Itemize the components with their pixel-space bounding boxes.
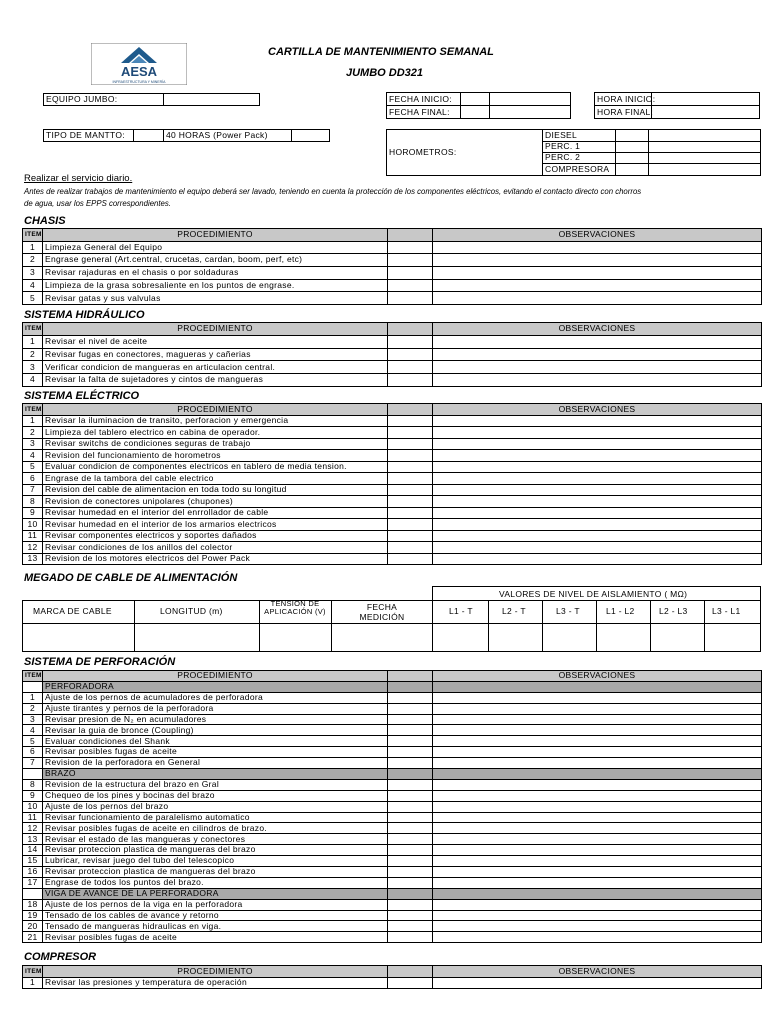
fecha-final-label: FECHA FINAL: <box>389 107 450 117</box>
table-row <box>23 542 762 554</box>
procedimiento-text: Revision de la estructura del brazo en Gral <box>43 779 388 790</box>
subsection-blank <box>23 888 43 899</box>
fecha-inicio-label: FECHA INICIO: <box>389 94 452 104</box>
megado-l2t: L2 - T <box>502 606 526 616</box>
procedimiento-text: Revision del funcionamiento de horometros <box>43 450 388 462</box>
procedimiento-text: Ajuste de los pernos de la viga en la perforadora <box>43 899 388 910</box>
blank-column-header <box>388 966 433 978</box>
check-cell[interactable] <box>388 801 433 812</box>
horometro-diesel: DIESEL <box>545 130 578 140</box>
observaciones-column-header: OBSERVACIONES <box>433 404 762 416</box>
intro-line3: de agua, usar los EPPS correspondientes. <box>24 199 171 208</box>
check-cell[interactable] <box>388 450 433 462</box>
megado-l3l1: L3 - L1 <box>712 606 741 616</box>
observaciones-cell[interactable] <box>433 254 762 267</box>
observaciones-cell[interactable] <box>433 921 762 932</box>
blank-column-header <box>388 229 433 242</box>
tipo-mantto-label: TIPO DE MANTTO: <box>46 130 125 140</box>
table-row <box>23 736 762 747</box>
observaciones-cell[interactable] <box>433 899 762 910</box>
procedimiento-text: Evaluar condiciones del Shank <box>43 736 388 747</box>
check-cell[interactable] <box>388 747 433 758</box>
megado-l3t: L3 - T <box>556 606 580 616</box>
table-row <box>23 921 762 932</box>
observaciones-cell[interactable] <box>433 361 762 374</box>
procedimiento-text: Ajuste tirantes y pernos de la perforadora <box>43 703 388 714</box>
check-cell[interactable] <box>388 867 433 878</box>
megado-l1l2: L1 - L2 <box>606 606 635 616</box>
procedimiento-text: Revisar la guia de bronce (Coupling) <box>43 725 388 736</box>
item-number: 7 <box>23 758 43 769</box>
observaciones-cell[interactable] <box>433 856 762 867</box>
check-cell[interactable] <box>388 530 433 542</box>
procedimiento-text: Evaluar condicion de componentes electricos en tablero de media tension. <box>43 461 388 473</box>
longitud-header: LONGITUD (m) <box>160 606 223 616</box>
subsection-fill <box>433 681 762 692</box>
table-row <box>23 496 762 508</box>
check-cell[interactable] <box>388 845 433 856</box>
observaciones-cell[interactable] <box>433 692 762 703</box>
table-row <box>23 747 762 758</box>
procedimiento-text: Revisar la falta de sujetadores y cintos de mangueras <box>43 374 388 387</box>
logo-graphic <box>91 43 187 85</box>
procedimiento-text: Revisar posibles fugas de aceite <box>43 932 388 943</box>
check-cell[interactable] <box>388 267 433 280</box>
procedimiento-text: Limpieza General del Equipo <box>43 241 388 254</box>
procedimiento-text: Chequeo de los pines y bocinas del brazo <box>43 790 388 801</box>
item-number: 21 <box>23 932 43 943</box>
item-number: 8 <box>23 496 43 508</box>
subsection-fill <box>388 769 433 780</box>
subsection-row <box>23 681 762 692</box>
electrico-title: SISTEMA ELÉCTRICO <box>24 390 140 402</box>
procedimiento-text: Engrase de la tambora del cable electrico <box>43 473 388 485</box>
perforacion-title: SISTEMA DE PERFORACIÓN <box>24 656 176 668</box>
check-cell[interactable] <box>388 977 433 989</box>
table-row <box>23 267 762 280</box>
procedimiento-text: Revisar gatas y sus valvulas <box>43 292 388 305</box>
table-row <box>23 427 762 439</box>
observaciones-column-header: OBSERVACIONES <box>433 966 762 978</box>
svg-text:AESA: AESA <box>120 64 158 79</box>
observaciones-column-header: OBSERVACIONES <box>433 229 762 242</box>
item-number: 20 <box>23 921 43 932</box>
observaciones-cell[interactable] <box>433 450 762 462</box>
observaciones-cell[interactable] <box>433 758 762 769</box>
observaciones-cell[interactable] <box>433 790 762 801</box>
horometro-perc1: PERC. 1 <box>545 141 581 151</box>
procedimiento-text: Revisar fugas en conectores, magueras y cañerias <box>43 348 388 361</box>
subsection-fill <box>388 681 433 692</box>
procedimiento-column-header: PROCEDIMIENTO <box>43 966 388 978</box>
item-number: 5 <box>23 292 43 305</box>
item-number: 1 <box>23 415 43 427</box>
procedimiento-text: Tensado de los cables de avance y retorno <box>43 910 388 921</box>
item-number: 12 <box>23 823 43 834</box>
item-number: 12 <box>23 542 43 554</box>
item-number: 4 <box>23 374 43 387</box>
fecha-medicion-header: FECHA MEDICIÓN <box>359 602 405 622</box>
procedimiento-text: Limpieza del tablero electrico en cabina de operador. <box>43 427 388 439</box>
item-number: 10 <box>23 801 43 812</box>
procedimiento-text: Revisar switchs de condiciones seguras de trabajo <box>43 438 388 450</box>
table-row <box>23 348 762 361</box>
procedimiento-text: Revisar proteccion plastica de mangueras del brazo <box>43 845 388 856</box>
check-cell[interactable] <box>388 279 433 292</box>
subsection-row <box>23 769 762 780</box>
check-cell[interactable] <box>388 823 433 834</box>
observaciones-cell[interactable] <box>433 932 762 943</box>
item-number: 1 <box>23 241 43 254</box>
observaciones-cell[interactable] <box>433 877 762 888</box>
table-row <box>23 856 762 867</box>
table-row <box>23 714 762 725</box>
intro-line1: Realizar el servicio diario. <box>24 173 133 184</box>
procedimiento-text: Limpieza de la grasa sobresaliente en los puntos de engrase. <box>43 279 388 292</box>
table-row <box>23 292 762 305</box>
item-number: 6 <box>23 747 43 758</box>
observaciones-cell[interactable] <box>433 484 762 496</box>
check-cell[interactable] <box>388 932 433 943</box>
item-column-header: ITEM <box>23 966 43 978</box>
item-number: 15 <box>23 856 43 867</box>
table-row <box>23 801 762 812</box>
check-cell[interactable] <box>388 779 433 790</box>
observaciones-cell[interactable] <box>433 823 762 834</box>
item-number: 2 <box>23 348 43 361</box>
subsection-fill <box>433 888 762 899</box>
hora-inicio-label: HORA INICIO: <box>597 94 656 104</box>
table-row <box>23 461 762 473</box>
check-cell[interactable] <box>388 427 433 439</box>
table-row <box>23 530 762 542</box>
observaciones-cell[interactable] <box>433 374 762 387</box>
company-logo <box>91 43 187 85</box>
procedimiento-column-header: PROCEDIMIENTO <box>43 229 388 242</box>
item-number: 3 <box>23 714 43 725</box>
check-cell[interactable] <box>388 714 433 725</box>
item-number: 9 <box>23 790 43 801</box>
observaciones-cell[interactable] <box>433 473 762 485</box>
procedimiento-text: Revisar el nivel de aceite <box>43 335 388 348</box>
procedimiento-text: Revisar humedad en el interior del enrrollador de cable <box>43 507 388 519</box>
page-title: CARTILLA DE MANTENIMIENTO SEMANAL <box>268 46 494 58</box>
observaciones-cell[interactable] <box>433 801 762 812</box>
check-cell[interactable] <box>388 254 433 267</box>
valores-label: VALORES DE NIVEL DE AISLAMIENTO ( MΩ) <box>499 589 688 599</box>
subsection-fill <box>433 769 762 780</box>
item-number: 2 <box>23 427 43 439</box>
procedimiento-text: Revision de conectores unipolares (chupones) <box>43 496 388 508</box>
observaciones-cell[interactable] <box>433 725 762 736</box>
item-number: 11 <box>23 812 43 823</box>
procedimiento-text: Revisar humedad en el interior de los armarios electricos <box>43 519 388 531</box>
observaciones-cell[interactable] <box>433 812 762 823</box>
check-cell[interactable] <box>388 461 433 473</box>
blank-column-header <box>388 404 433 416</box>
check-cell[interactable] <box>388 834 433 845</box>
item-number: 6 <box>23 473 43 485</box>
procedimiento-text: Revisar funcionamiento de paralelismo automatico <box>43 812 388 823</box>
table-row <box>23 877 762 888</box>
procedimiento-text: Revision del cable de alimentacion en toda todo su longitud <box>43 484 388 496</box>
equipo-label: EQUIPO JUMBO: <box>46 94 118 104</box>
table-row <box>23 910 762 921</box>
observaciones-cell[interactable] <box>433 438 762 450</box>
table-row <box>23 484 762 496</box>
marca-cable-header: MARCA DE CABLE <box>33 606 112 616</box>
check-cell[interactable] <box>388 348 433 361</box>
item-number: 1 <box>23 977 43 989</box>
check-cell[interactable] <box>388 241 433 254</box>
hidraulico-title: SISTEMA HIDRÁULICO <box>24 309 145 321</box>
table-row <box>23 241 762 254</box>
check-cell[interactable] <box>388 703 433 714</box>
procedimiento-text: Revisar condiciones de los anillos del colector <box>43 542 388 554</box>
procedimiento-text: Revision de los motores electricos del Power Pack <box>43 553 388 565</box>
observaciones-cell[interactable] <box>433 703 762 714</box>
observaciones-cell[interactable] <box>433 461 762 473</box>
item-number: 3 <box>23 361 43 374</box>
item-column-header: ITEM <box>23 671 43 682</box>
item-number: 10 <box>23 519 43 531</box>
hora-final-label: HORA FINAL: <box>597 107 654 117</box>
procedimiento-text: Revisar el estado de las mangueras y conectores <box>43 834 388 845</box>
observaciones-cell[interactable] <box>433 977 762 989</box>
observaciones-cell[interactable] <box>433 496 762 508</box>
procedimiento-text: Tensado de mangueras hidraulicas en viga. <box>43 921 388 932</box>
item-number: 4 <box>23 725 43 736</box>
observaciones-cell[interactable] <box>433 845 762 856</box>
item-number: 19 <box>23 910 43 921</box>
check-cell[interactable] <box>388 374 433 387</box>
check-cell[interactable] <box>388 812 433 823</box>
procedimiento-column-header: PROCEDIMIENTO <box>43 671 388 682</box>
observaciones-cell[interactable] <box>433 415 762 427</box>
observaciones-cell[interactable] <box>433 779 762 790</box>
horometros-label: HOROMETROS: <box>389 147 457 157</box>
table-row <box>23 374 762 387</box>
item-number: 11 <box>23 530 43 542</box>
procedimiento-column-header: PROCEDIMIENTO <box>43 404 388 416</box>
horometro-perc2: PERC. 2 <box>545 152 581 162</box>
megado-l2l3: L2 - L3 <box>659 606 688 616</box>
observaciones-cell[interactable] <box>433 519 762 531</box>
chasis-title: CHASIS <box>24 215 66 227</box>
table-row <box>23 335 762 348</box>
item-number: 16 <box>23 867 43 878</box>
observaciones-cell[interactable] <box>433 834 762 845</box>
subsection-blank <box>23 769 43 780</box>
observaciones-column-header: OBSERVACIONES <box>433 323 762 336</box>
item-number: 3 <box>23 267 43 280</box>
observaciones-cell[interactable] <box>433 553 762 565</box>
item-number: 5 <box>23 461 43 473</box>
svg-text:INFRAESTRUCTURA Y MINERÍA: INFRAESTRUCTURA Y MINERÍA <box>112 80 166 84</box>
table-row <box>23 834 762 845</box>
observaciones-cell[interactable] <box>433 747 762 758</box>
item-number: 14 <box>23 845 43 856</box>
table-row <box>23 553 762 565</box>
item-column-header: ITEM <box>23 404 43 416</box>
procedimiento-text: Engrase general (Art.central, crucetas, cardan, boom, perf, etc) <box>43 254 388 267</box>
check-cell[interactable] <box>388 692 433 703</box>
procedimiento-text: Lubricar, revisar juego del tubo del telescopico <box>43 856 388 867</box>
intro-line2: Antes de realizar trabajos de mantenimiento el equipo deberá ser lavado, teniendo en cuenta la protección de los componentes eléctricos, evitando el contacto directo con chorros <box>24 187 642 196</box>
procedimiento-text: Revisar las presiones y temperatura de operación <box>43 977 388 989</box>
item-number: 8 <box>23 779 43 790</box>
procedimiento-text: Revisar la iluminacion de transito, perforacion y emergencia <box>43 415 388 427</box>
procedimiento-text: Ajuste de los pernos de acumuladores de perforadora <box>43 692 388 703</box>
observaciones-cell[interactable] <box>433 867 762 878</box>
check-cell[interactable] <box>388 790 433 801</box>
check-cell[interactable] <box>388 519 433 531</box>
observaciones-cell[interactable] <box>433 335 762 348</box>
item-number: 7 <box>23 484 43 496</box>
procedimiento-column-header: PROCEDIMIENTO <box>43 323 388 336</box>
subsection-label: VIGA DE AVANCE DE LA PERFORADORA <box>43 888 388 899</box>
procedimiento-text: Revisar componentes electricos y soportes dañados <box>43 530 388 542</box>
megado-l1t: L1 - T <box>449 606 473 616</box>
table-row <box>23 812 762 823</box>
check-cell[interactable] <box>388 438 433 450</box>
procedimiento-text: Revisar presion de N₂ en acumuladores <box>43 714 388 725</box>
check-cell[interactable] <box>388 473 433 485</box>
table-row <box>23 438 762 450</box>
check-cell[interactable] <box>388 415 433 427</box>
check-cell[interactable] <box>388 542 433 554</box>
table-row <box>23 279 762 292</box>
table-row <box>23 823 762 834</box>
table-row <box>23 790 762 801</box>
procedimiento-text: Revisar posibles fugas de aceite en cilindros de brazo. <box>43 823 388 834</box>
item-number: 13 <box>23 553 43 565</box>
table-row <box>23 473 762 485</box>
table-row <box>23 519 762 531</box>
check-cell[interactable] <box>388 496 433 508</box>
table-row <box>23 361 762 374</box>
observaciones-cell[interactable] <box>433 292 762 305</box>
tipo-mantto-value: 40 HORAS (Power Pack) <box>166 130 268 140</box>
check-cell[interactable] <box>388 921 433 932</box>
subsection-label: BRAZO <box>43 769 388 780</box>
blank-column-header <box>388 323 433 336</box>
check-cell[interactable] <box>388 361 433 374</box>
table-row <box>23 450 762 462</box>
table-row <box>23 758 762 769</box>
table-row <box>23 415 762 427</box>
item-column-header: ITEM <box>23 323 43 336</box>
item-number: 13 <box>23 834 43 845</box>
procedimiento-text: Revisar proteccion plastica de mangueras del brazo <box>43 867 388 878</box>
observaciones-cell[interactable] <box>433 279 762 292</box>
procedimiento-text: Verificar condicion de mangueras en articulacion central. <box>43 361 388 374</box>
check-cell[interactable] <box>388 899 433 910</box>
table-row <box>23 779 762 790</box>
megado-title: MEGADO DE CABLE DE ALIMENTACIÓN <box>24 572 238 584</box>
observaciones-cell[interactable] <box>433 736 762 747</box>
check-cell[interactable] <box>388 484 433 496</box>
item-number: 1 <box>23 335 43 348</box>
table-row <box>23 899 762 910</box>
check-cell[interactable] <box>388 736 433 747</box>
item-number: 5 <box>23 736 43 747</box>
check-cell[interactable] <box>388 335 433 348</box>
item-number: 18 <box>23 899 43 910</box>
item-number: 4 <box>23 279 43 292</box>
check-cell[interactable] <box>388 553 433 565</box>
horometro-compresora: COMPRESORA <box>545 164 610 174</box>
table-row <box>23 507 762 519</box>
check-cell[interactable] <box>388 725 433 736</box>
check-cell[interactable] <box>388 877 433 888</box>
procedimiento-text: Engrase de todos los puntos del brazo. <box>43 877 388 888</box>
page-subtitle: JUMBO DD321 <box>346 67 424 79</box>
item-number: 2 <box>23 703 43 714</box>
subsection-fill <box>388 888 433 899</box>
item-number: 9 <box>23 507 43 519</box>
procedimiento-text: Revision de la perforadora en General <box>43 758 388 769</box>
procedimiento-text: Revisar rajaduras en el chasis o por soldaduras <box>43 267 388 280</box>
item-number: 4 <box>23 450 43 462</box>
observaciones-cell[interactable] <box>433 348 762 361</box>
compresor-title: COMPRESOR <box>24 951 97 963</box>
subsection-row <box>23 888 762 899</box>
table-row <box>23 932 762 943</box>
check-cell[interactable] <box>388 856 433 867</box>
table-row <box>23 867 762 878</box>
table-row <box>23 254 762 267</box>
check-cell[interactable] <box>388 910 433 921</box>
observaciones-cell[interactable] <box>433 267 762 280</box>
table-row <box>23 703 762 714</box>
subsection-blank <box>23 681 43 692</box>
procedimiento-text: Ajuste de los pernos del brazo <box>43 801 388 812</box>
item-number: 1 <box>23 692 43 703</box>
observaciones-cell[interactable] <box>433 427 762 439</box>
blank-column-header <box>388 671 433 682</box>
observaciones-cell[interactable] <box>433 542 762 554</box>
observaciones-cell[interactable] <box>433 910 762 921</box>
table-row <box>23 977 762 989</box>
item-number: 17 <box>23 877 43 888</box>
observaciones-cell[interactable] <box>433 507 762 519</box>
observaciones-column-header: OBSERVACIONES <box>433 671 762 682</box>
check-cell[interactable] <box>388 758 433 769</box>
check-cell[interactable] <box>388 292 433 305</box>
item-column-header: ITEM <box>23 229 43 242</box>
item-number: 2 <box>23 254 43 267</box>
table-row <box>23 692 762 703</box>
tension-header: TENSION DE APLICACIÓN (V) <box>264 599 326 616</box>
procedimiento-text: Revisar posibles fugas de aceite <box>43 747 388 758</box>
subsection-label: PERFORADORA <box>43 681 388 692</box>
item-number: 3 <box>23 438 43 450</box>
observaciones-cell[interactable] <box>433 714 762 725</box>
observaciones-cell[interactable] <box>433 530 762 542</box>
check-cell[interactable] <box>388 507 433 519</box>
observaciones-cell[interactable] <box>433 241 762 254</box>
table-row <box>23 725 762 736</box>
table-row <box>23 845 762 856</box>
